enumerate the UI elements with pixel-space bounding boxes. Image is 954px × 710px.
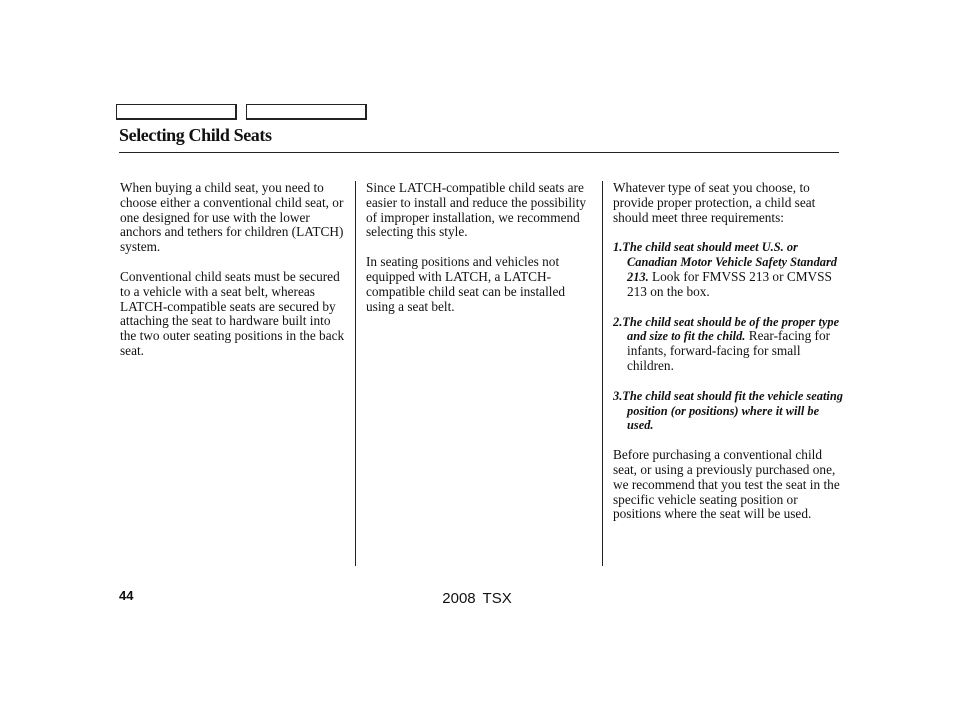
nav-tab-button-1[interactable] (116, 104, 237, 120)
requirement-heading: 2.The child seat should be of the proper type and size to fit the child. (613, 314, 840, 344)
title-divider (119, 152, 839, 153)
footer-model: 2008 TSX (442, 590, 512, 607)
requirement-text: Rear-facing for infants, forward-facing for small children. (627, 328, 831, 373)
left-column (120, 181, 348, 374)
middle-column (366, 181, 596, 329)
requirement-heading: 1.The child seat should meet U.S. or Canadian Motor Vehicle Safety Standard 213. (613, 240, 837, 284)
page-title: Selecting Child Seats (119, 125, 272, 145)
column-divider (355, 181, 356, 566)
column-divider (602, 181, 603, 566)
paragraph: In seating positions and vehicles not equipped with LATCH, a LATCH-compatible child seat can be installed using a seat belt. (366, 254, 566, 314)
requirement-item (613, 240, 845, 299)
requirement-item (613, 389, 845, 433)
paragraph: Conventional child seats must be secured to a vehicle with a seat belt, whereas LATCH-compatible seats are secured by attaching the seat to hardware built into the two outer seating positions in the back seat. (120, 268, 345, 358)
requirement-item (613, 315, 845, 374)
paragraph: When buying a child seat, you need to choose either a conventional child seat, or one designed for use with the lower anchors and tethers for children (LATCH) system. (120, 180, 344, 255)
page-number: 44 (119, 588, 134, 603)
paragraph: Since LATCH-compatible child seats are easier to install and reduce the possibility of improper installation, we recommend selecting this style. (366, 180, 587, 240)
paragraph: Whatever type of seat you choose, to provide proper protection, a child seat should meet three requirements: (613, 180, 816, 225)
right-column (613, 181, 845, 537)
requirement-heading: 3.The child seat should fit the vehicle seating position (or positions) where it will be used. (613, 388, 843, 433)
requirement-text: Look for FMVSS 213 or CMVSS 213 on the box. (627, 268, 832, 299)
paragraph: Before purchasing a conventional child seat, or using a previously purchased one, we recommend that you test the seat in the specific vehicle seating position or positions where the seat will be used. (613, 447, 840, 522)
nav-tab-button-2[interactable] (246, 104, 367, 120)
